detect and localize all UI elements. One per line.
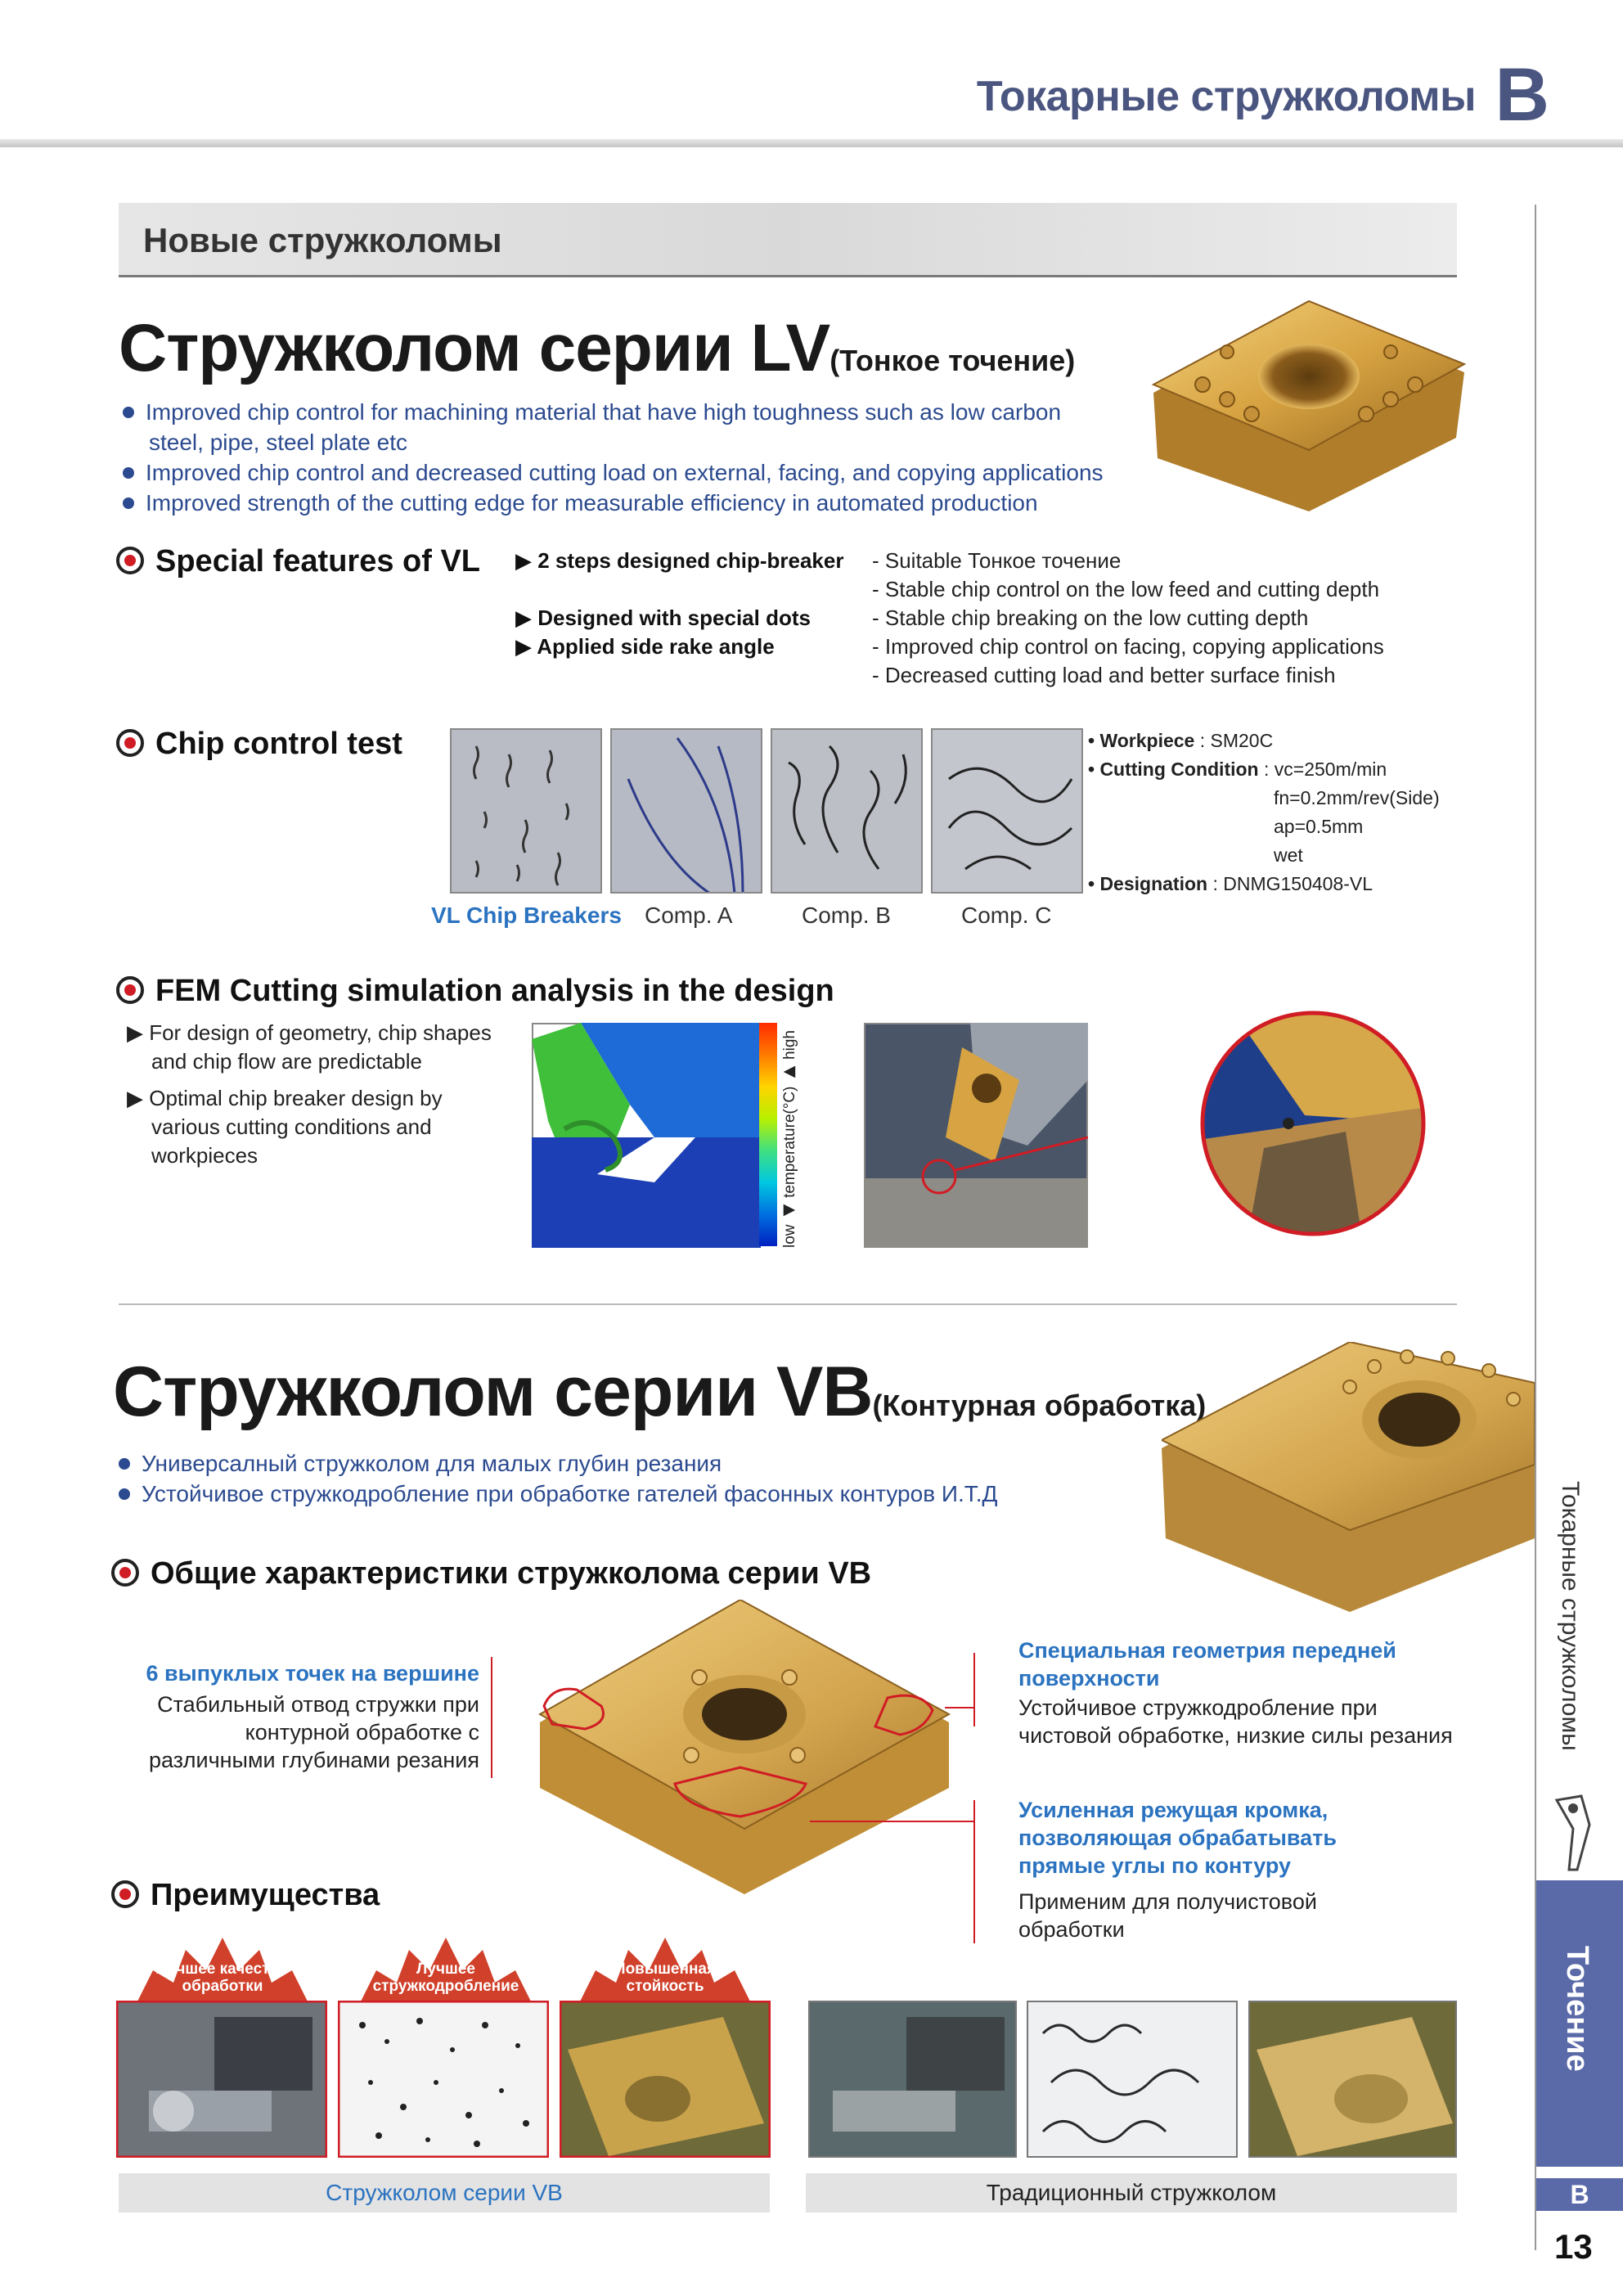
list-item: - Stable chip control on the low feed and cutting depth	[872, 577, 1380, 601]
header-divider	[0, 139, 1623, 147]
list-item: Improved chip control and decreased cutting load on external, facing, and copying applications	[123, 457, 1137, 488]
vb-bullet-list	[119, 1448, 1182, 1509]
badge-chip-breaking: Лучшее стружкодробление	[360, 1938, 532, 2003]
badge-surface-quality: Лучшее качество обработки	[137, 1938, 308, 2003]
list-item: - Stable chip breaking on the low cutting depth	[872, 606, 1309, 630]
traditional-caption-bar: Традиционный стружколом	[806, 2173, 1457, 2213]
cutting-photo	[864, 1023, 1088, 1248]
page-number: 13	[1554, 2227, 1593, 2266]
cutting-row: • Cutting Condition : vc=250m/min	[1088, 759, 1387, 780]
bullseye-icon	[116, 729, 144, 757]
page-header-title: Токарные стружколомы	[976, 73, 1476, 120]
traditional-machining-photo	[808, 2001, 1017, 2158]
vb-title-block	[113, 1353, 1207, 1431]
bullseye-icon	[111, 1559, 139, 1587]
vb-edge-wear-photo	[560, 2001, 771, 2158]
traditional-edge-wear-photo	[1248, 2001, 1457, 2158]
chip-control-heading: Chip control test	[116, 727, 402, 762]
right-callout-edge	[1018, 1796, 1493, 1943]
section-banner-title: Новые стружколомы	[143, 221, 502, 259]
sidebar-section-label: Токарные стружколомы	[1557, 1481, 1584, 1751]
fem-points	[127, 1019, 519, 1170]
section-banner	[119, 203, 1457, 277]
bullseye-icon	[116, 547, 144, 574]
fem-heading: FEM Cutting simulation analysis in the design	[116, 974, 834, 1009]
section-letter: B	[1495, 53, 1549, 137]
features-left-list	[515, 547, 843, 661]
vb-chips-photo	[338, 2001, 549, 2158]
advantages-heading: Преимущества	[111, 1878, 380, 1913]
vb-machining-photo	[116, 2001, 327, 2158]
fem-simulation-image	[532, 1023, 761, 1248]
vb-title: Стружколом серии VB	[113, 1353, 873, 1431]
workpiece-row: • Workpiece : SM20C	[1088, 730, 1274, 751]
cutting-zoom-image	[1198, 1009, 1427, 1238]
caption-comp-b: Comp. B	[802, 903, 891, 928]
left-callout	[123, 1659, 479, 1774]
badge-tool-life: Повышенная стойкость	[579, 1938, 751, 2003]
special-features-heading: Special features of VL	[116, 544, 480, 579]
temperature-scale	[759, 1023, 777, 1246]
traditional-chips-photo	[1027, 2001, 1238, 2158]
callout-title: 6 выпуклых точек на вершине	[146, 1661, 479, 1686]
bullseye-icon	[111, 1880, 139, 1908]
list-item: various cutting conditions and	[151, 1114, 432, 1139]
list-item: ▶ Applied side rake angle	[515, 634, 775, 659]
caption-comp-c: Comp. C	[961, 903, 1052, 928]
lv-insert-image	[1137, 295, 1472, 515]
list-item: workpieces	[151, 1143, 259, 1168]
callout-text: Устойчивое стружкодробление при чистовой обработке, низкие силы резания	[1018, 1695, 1453, 1748]
callout-line	[973, 1653, 975, 1727]
list-item: Improved strength of the cutting edge for measurable efficiency in automated production	[123, 488, 1137, 518]
callout-text: Применим для получистовой обработки	[1018, 1889, 1317, 1942]
lv-title-block	[119, 311, 1076, 385]
designation-row: • Designation : DNMG150408-VL	[1088, 873, 1373, 894]
list-item: - Improved chip control on facing, copying applications	[872, 634, 1384, 659]
list-item: ▶ Designed with special dots	[515, 606, 811, 630]
list-item: - Suitable Тонкое точение	[872, 548, 1122, 573]
sidebar-tab-turning[interactable]: Точение	[1536, 1880, 1623, 2167]
vb-insert-image	[1162, 1342, 1535, 1612]
ap-row: ap=0.5mm	[1274, 816, 1364, 837]
list-item: Универсалный стружколом для малых глубин резания	[119, 1448, 1182, 1479]
vb-subtitle: (Контурная обработка)	[872, 1389, 1207, 1422]
list-item: ▶ For design of geometry, chip shapes	[127, 1020, 492, 1045]
list-item: Устойчивое стружкодробление при обработке гателей фасонных контуров И.Т.Д	[119, 1479, 1182, 1509]
list-item: steel, pipe, steel plate etc	[149, 430, 407, 455]
list-item: and chip flow are predictable	[151, 1049, 422, 1074]
section-divider	[119, 1303, 1457, 1305]
chip-photo-comp-b	[771, 728, 923, 894]
callout-title: Специальная геометрия передней поверхности	[1018, 1638, 1396, 1690]
chip-photo-comp-a	[610, 728, 762, 894]
list-item: Improved chip control for machining material that have high toughness such as low carbon	[123, 397, 1137, 427]
list-item: ▶ 2 steps designed chip-breaker	[515, 548, 844, 573]
list-item: - Decreased cutting load and better surface finish	[872, 663, 1336, 687]
caption-comp-a: Comp. A	[645, 903, 733, 928]
temperature-label: low ◀ temperature(°C) ▶ high	[781, 1030, 798, 1248]
wet-row: wet	[1274, 844, 1303, 866]
bullseye-icon	[116, 976, 144, 1004]
test-conditions	[1088, 727, 1440, 898]
turning-tool-icon	[1549, 1792, 1606, 1874]
lv-title: Стружколом серии LV	[119, 311, 830, 385]
vb-caption-bar: Стружколом серии VB	[119, 2173, 770, 2213]
lv-bullet-list	[123, 397, 1137, 518]
callout-line	[810, 1821, 973, 1822]
sidebar-section-letter: B	[1536, 2178, 1623, 2211]
lv-subtitle: (Тонкое точение)	[829, 344, 1076, 377]
features-right-list	[872, 547, 1384, 690]
callout-text: Стабильный отвод стружки при контурной обработке с различными глубинами резания	[148, 1692, 479, 1772]
vb-general-heading: Общие характеристики стружколома серии VB	[111, 1556, 871, 1591]
list-item: ▶ Optimal chip breaker design by	[127, 1086, 443, 1110]
vb-feature-insert-image	[536, 1600, 953, 1894]
fn-row: fn=0.2mm/rev(Side)	[1274, 787, 1440, 808]
chip-photo-comp-c	[931, 728, 1083, 894]
callout-title: Усиленная режущая кромка, позволяющая обрабатывать прямые углы по контуру	[1018, 1798, 1338, 1878]
right-callout-geometry	[1018, 1636, 1493, 1749]
chip-photo-vl	[450, 728, 602, 894]
callout-line	[945, 1707, 973, 1708]
callout-line	[491, 1657, 492, 1778]
callout-line	[973, 1800, 975, 1943]
caption-vl: VL Chip Breakers	[431, 903, 622, 928]
